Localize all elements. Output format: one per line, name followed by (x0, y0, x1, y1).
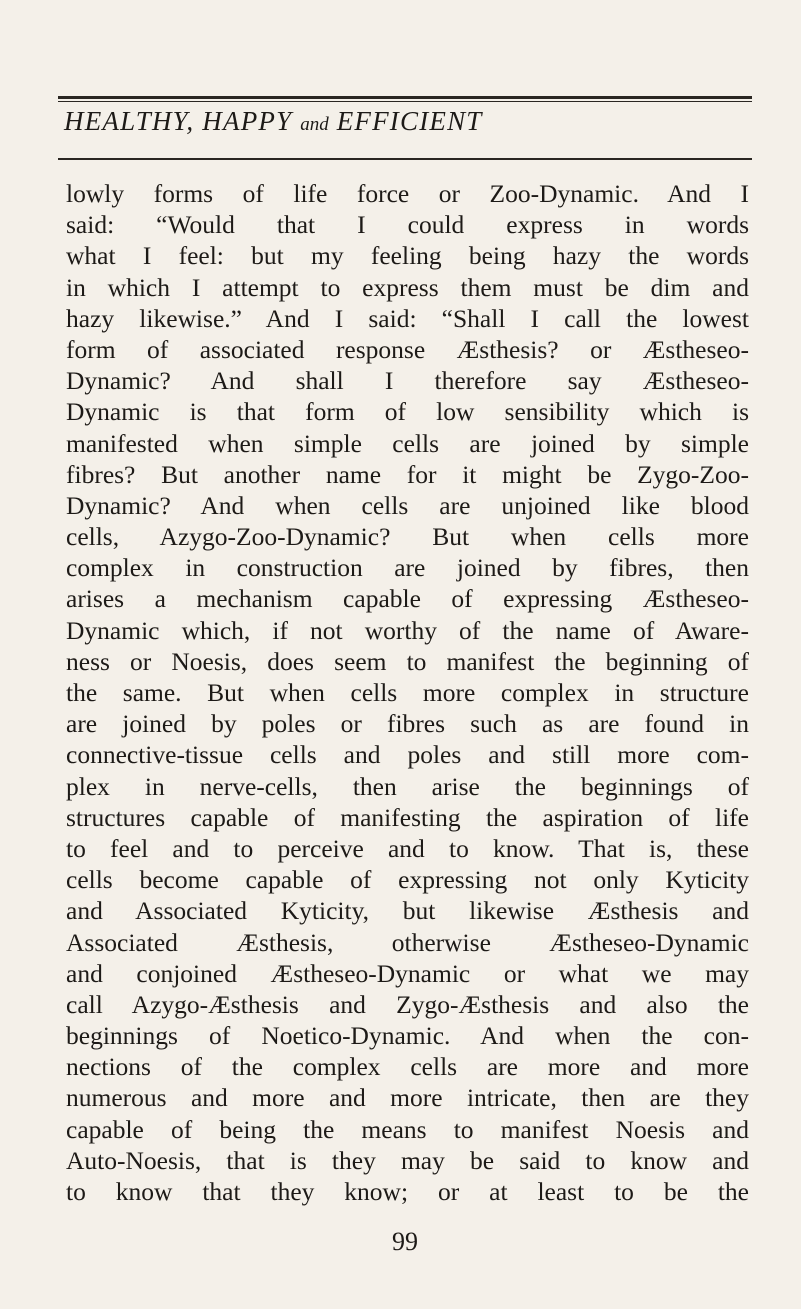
header-bottom-rule (58, 158, 752, 160)
body-line: form of associated response Æsthesis? or Æstheseo- (66, 334, 749, 364)
running-head-title: HEALTHY, HAPPY (64, 106, 293, 136)
body-line: and conjoined Æstheseo-Dynamic or what we may (66, 958, 749, 988)
body-line: Associated Æsthesis, otherwise Æstheseo-Dynamic (66, 927, 749, 957)
body-line: Auto-Noesis, that is they may be said to know and (66, 1145, 749, 1175)
body-line: plex in nerve-cells, then arise the beginnings of (66, 771, 749, 801)
body-line: Dynamic is that form of low sensibility which is (66, 397, 749, 427)
body-line: fibres? But another name for it might be Zygo-Zoo- (66, 459, 749, 489)
body-line: capable of being the means to manifest Noesis and (66, 1114, 749, 1144)
body-line: the same. But when cells more complex in structure (66, 678, 749, 707)
body-text (66, 178, 749, 1207)
running-head-title-end: EFFICIENT (336, 106, 483, 136)
body-line: cells become capable of expressing not only Kyticity (66, 865, 749, 895)
header-top-rule-thin (58, 101, 752, 102)
body-line: numerous and more and more intricate, then are they (66, 1083, 749, 1113)
page-header (58, 96, 752, 166)
body-line: to feel and to perceive and to know. That is, these (66, 833, 749, 863)
body-line: Dynamic? And shall I therefore say Æstheseo- (66, 366, 749, 396)
body-line: in which I attempt to express them must be dim and (66, 272, 749, 302)
body-line: complex in construction are joined by fibres, then (66, 553, 749, 583)
body-line: beginnings of Noetico-Dynamic. And when the con- (66, 1021, 749, 1051)
body-line: to know that they know; or at least to be the (66, 1177, 749, 1206)
body-line: and Associated Kyticity, but likewise Æsthesis and (66, 896, 749, 926)
body-line: what I feel: but my feeling being hazy the words (66, 241, 749, 271)
page-number: 99 (392, 1227, 418, 1256)
body-line: Dynamic? And when cells are unjoined like blood (66, 490, 749, 520)
body-line: connective-tissue cells and poles and still more com- (66, 740, 749, 770)
book-page (58, 0, 752, 1309)
body-line: manifested when simple cells are joined by simple (66, 428, 749, 458)
running-head-and: and (300, 114, 329, 135)
body-line: cells, Azygo-Zoo-Dynamic? But when cells more (66, 522, 749, 552)
body-line: are joined by poles or fibres such as are found in (66, 709, 749, 739)
body-line: ness or Noesis, does seem to manifest the beginning of (66, 646, 749, 676)
body-line: nections of the complex cells are more and more (66, 1052, 749, 1082)
body-line: said: “Would that I could express in words (66, 210, 749, 240)
body-line: arises a mechanism capable of expressing Æstheseo- (66, 584, 749, 614)
body-line: lowly forms of life force or Zoo-Dynamic. And I (66, 179, 749, 208)
body-line: hazy likewise.” And I said: “Shall I call the lowest (66, 303, 749, 333)
body-line: call Azygo-Æsthesis and Zygo-Æsthesis and also the (66, 989, 749, 1019)
header-top-rule (58, 96, 752, 99)
body-line: Dynamic which, if not worthy of the name of Aware- (66, 615, 749, 645)
running-head (64, 106, 483, 137)
body-line: structures capable of manifesting the aspiration of life (66, 802, 749, 832)
